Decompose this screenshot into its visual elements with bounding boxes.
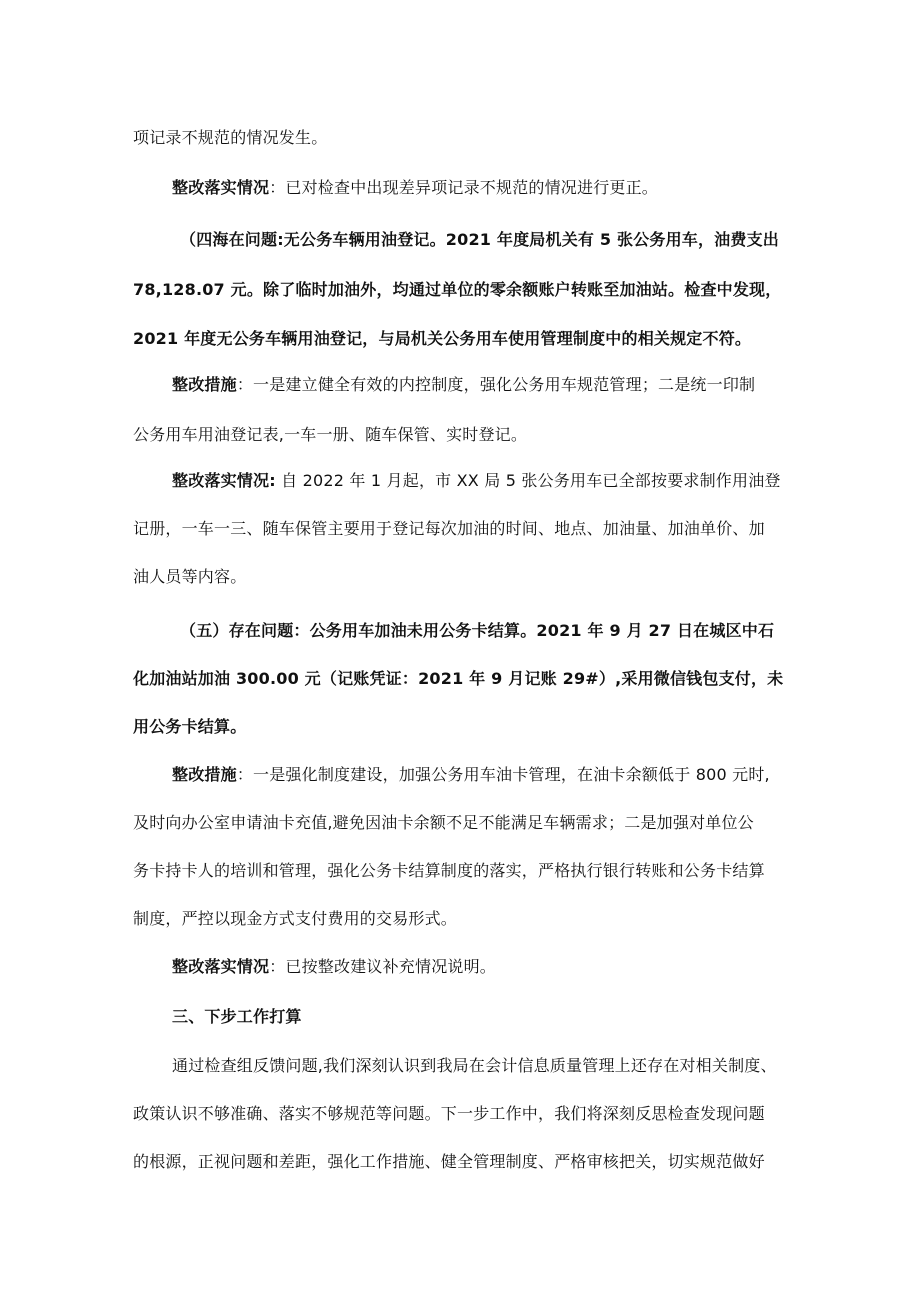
issue-heading-line [0, 229, 920, 251]
paragraph-line [0, 1055, 920, 1077]
paragraph-line [0, 518, 920, 540]
line-text: 2021 年度无公务车辆用油登记，与局机关公务用车使用管理制度中的相关规定不符。 [133, 329, 752, 348]
line-text: 记册，一车一三、随车保管主要用于登记每次加油的时间、地点、加油量、加油单价、加 [133, 519, 765, 538]
line-text: （五）存在问题：公务用车加油未用公务卡结算。2021 年 9 月 27 日在城区中石 [180, 621, 775, 640]
line-text: 已对检查中出现差异项记录不规范的情况进行更正。 [285, 178, 659, 197]
section-heading-text: 三、下步工作打算 [172, 1007, 302, 1026]
rectification-status-label: 整改落实情况 [172, 957, 270, 976]
line-text: 用公务卡结算。 [133, 717, 247, 736]
line-text: 政策认识不够准确、落实不够规范等问题。下一步工作中，我们将深刻反思检查发现问题 [133, 1104, 765, 1123]
rectification-status-label: 整改落实情况 [172, 178, 270, 197]
rectification-status-label: 整改落实情况: [172, 471, 276, 490]
line-text: 务卡持卡人的培训和管理，强化公务卡结算制度的落实，严格执行银行转账和公务卡结算 [133, 861, 765, 880]
paragraph-line [0, 1151, 920, 1173]
paragraph-line [0, 812, 920, 834]
line-text: 一是建立健全有效的内控制度，强化公务用车规范管理；二是统一印制 [253, 375, 756, 394]
rectification-measures-line [0, 374, 920, 396]
label-separator: ： [269, 957, 286, 976]
line-text: 通过检查组反馈问题,我们深刻认识到我局在会计信息质量管理上还存在对相关制度、 [172, 1056, 777, 1075]
paragraph-line [0, 908, 920, 930]
line-text: 公务用车用油登记表,一车一册、随车保管、实时登记。 [133, 425, 528, 444]
line-text: 化加油站加油 300.00 元（记账凭证：2021 年 9 月记账 29#）,采用微信钱包支付，未 [133, 669, 784, 688]
line-text: 自 2022 年 1 月起，市 XX 局 5 张公务用车已全部按要求制作用油登 [281, 471, 781, 490]
line-text: 及时向办公室申请油卡充值,避免因油卡余额不足不能满足车辆需求；二是加强对单位公 [133, 813, 754, 832]
section-heading [0, 1006, 920, 1028]
line-text: 一是强化制度建设，加强公务用车油卡管理，在油卡余额低于 800 元时, [253, 765, 770, 784]
paragraph-line [0, 860, 920, 882]
label-separator: ： [236, 765, 254, 784]
issue-heading-line [0, 620, 920, 642]
line-text: 78,128.07 元。除了临时加油外，均通过单位的零余额账户转账至加油站。检查中发现， [133, 280, 782, 299]
rectification-measures-line [0, 764, 920, 786]
line-text: 的根源，正视问题和差距，强化工作措施、健全管理制度、严格审核把关，切实规范做好 [133, 1152, 765, 1171]
line-text: （四海在问题:无公务车辆用油登记。2021 年度局机关有 5 张公务用车，油费支出 [180, 230, 779, 249]
issue-heading-line [0, 279, 920, 301]
issue-heading-line [0, 328, 920, 350]
rectification-status-line [0, 470, 920, 492]
paragraph-line [0, 566, 920, 588]
line-text: 制度，严控以现金方式支付费用的交易形式。 [133, 909, 458, 928]
label-separator: ： [236, 375, 254, 394]
rectification-status-line [0, 177, 920, 199]
paragraph-line [0, 424, 920, 446]
label-separator: ： [269, 178, 286, 197]
rectification-status-line [0, 956, 920, 978]
paragraph-line [0, 127, 920, 149]
paragraph-line [0, 1103, 920, 1125]
rectification-measures-label: 整改措施 [172, 375, 237, 394]
rectification-measures-label: 整改措施 [172, 765, 237, 784]
line-text: 油人员等内容。 [133, 567, 247, 586]
line-text: 已按整改建议补充情况说明。 [285, 957, 497, 976]
line-text: 项记录不规范的情况发生。 [133, 128, 328, 147]
issue-heading-line [0, 668, 920, 690]
issue-heading-line [0, 716, 920, 738]
